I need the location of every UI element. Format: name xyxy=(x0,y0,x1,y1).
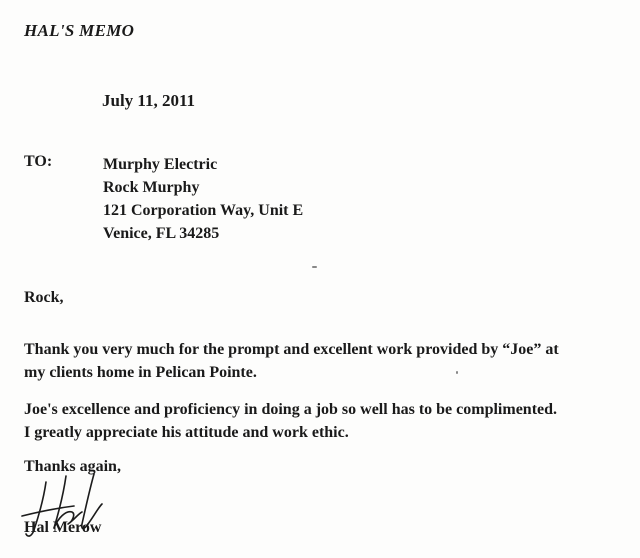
body-paragraph-thanks xyxy=(24,338,624,384)
salutation: Rock, xyxy=(24,289,64,306)
body-paragraph-praise xyxy=(24,398,624,444)
paragraph-line: my clients home in Pelican Pointe. xyxy=(24,364,257,381)
recipient-city: Venice, FL 34285 xyxy=(103,225,220,242)
memo-date: July 11, 2011 xyxy=(102,91,196,110)
paragraph-line: Thank you very much for the prompt and excellent work provided by “Joe” at xyxy=(24,341,559,358)
recipient-name: Rock Murphy xyxy=(103,179,200,196)
to-label: TO: xyxy=(24,153,53,170)
recipient-company: Murphy Electric xyxy=(103,156,218,173)
recipient-street: 121 Corporation Way, Unit E xyxy=(103,202,304,219)
scan-speck xyxy=(312,266,317,268)
closing: Thanks again, xyxy=(24,458,121,475)
scan-speck xyxy=(456,371,458,374)
paragraph-line: Joe's excellence and proficiency in doing a job so well has to be complimented. xyxy=(24,401,558,418)
paragraph-line: I greatly appreciate his attitude and work ethic. xyxy=(24,424,349,441)
memo-title: HAL'S MEMO xyxy=(24,21,135,40)
recipient-address xyxy=(103,153,303,245)
signer-name: Hal Merow xyxy=(24,519,102,536)
